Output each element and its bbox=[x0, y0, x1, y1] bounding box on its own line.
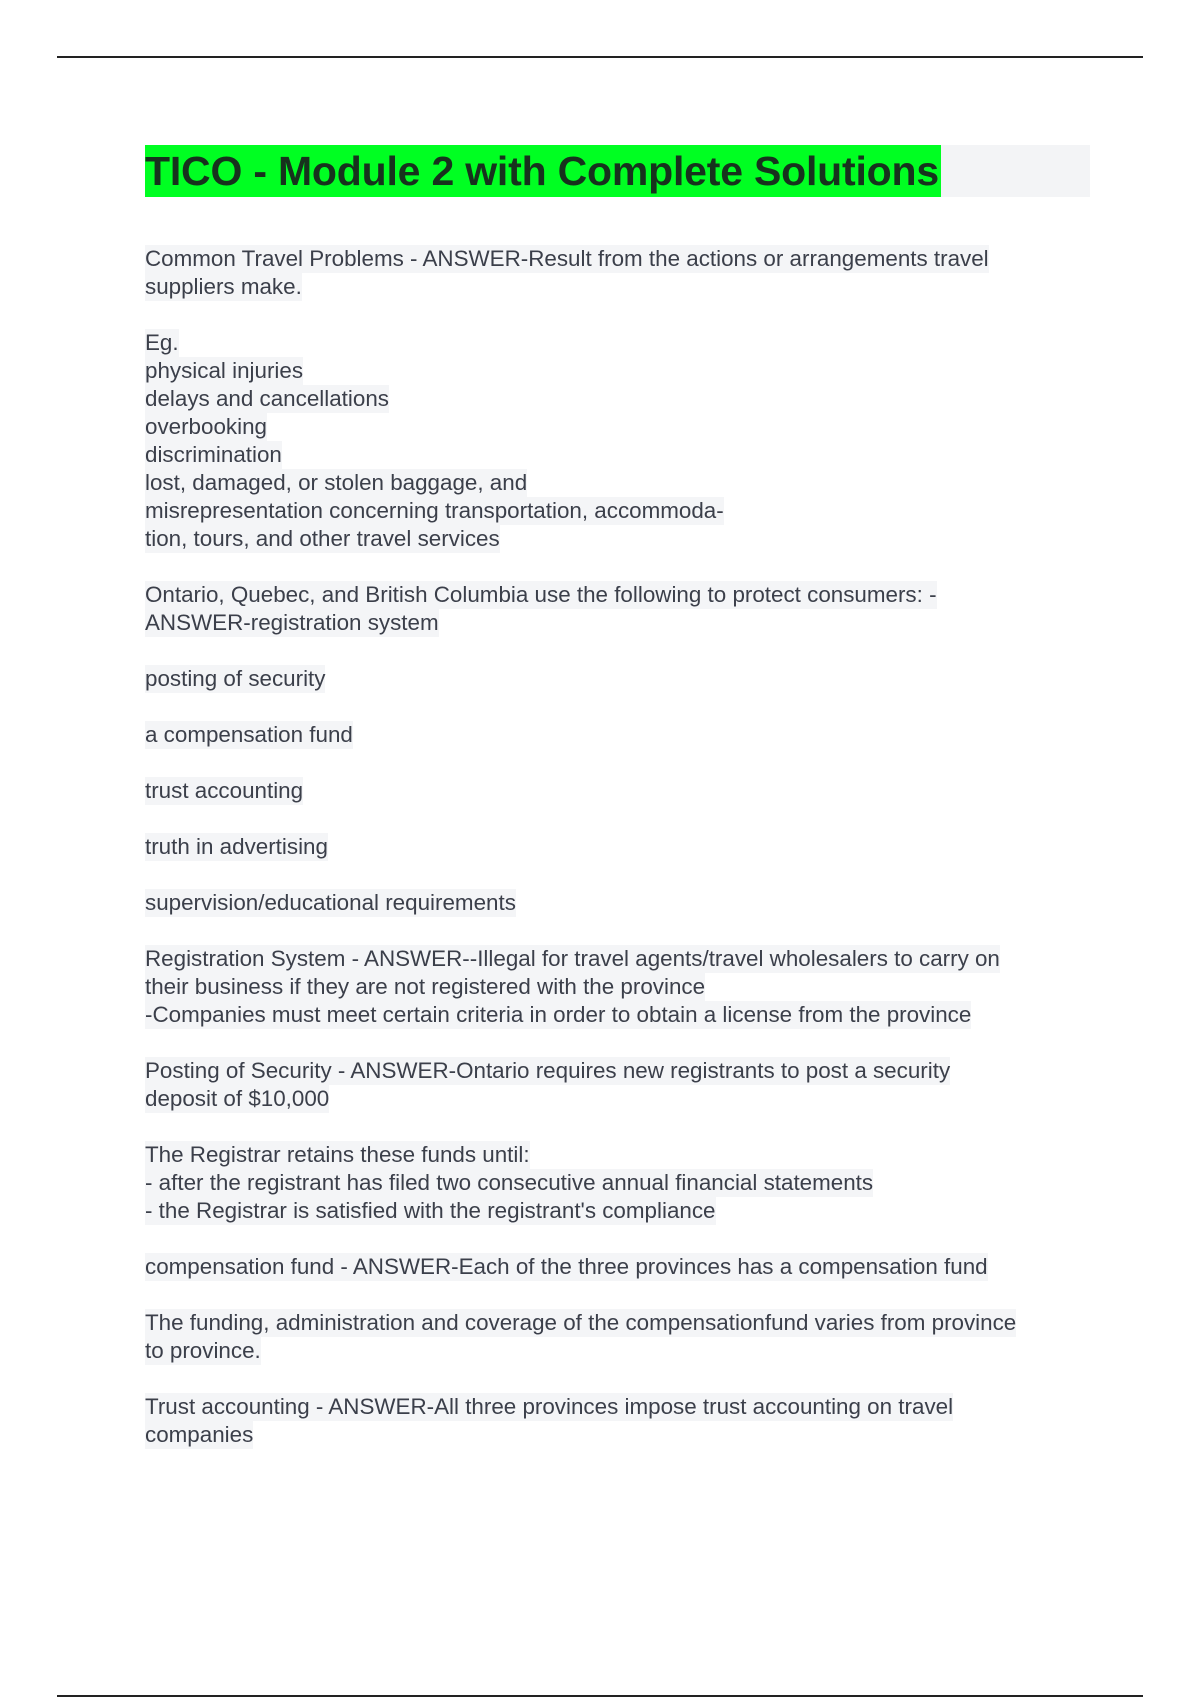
bottom-divider bbox=[57, 1695, 1143, 1697]
document-text bbox=[145, 245, 1090, 1449]
text-line: - after the registrant has filed two consecutive annual financial statements bbox=[145, 1170, 874, 1195]
paragraph bbox=[145, 833, 1090, 861]
text-line: deposit of $10,000 bbox=[145, 1086, 330, 1111]
text-line: overbooking bbox=[145, 414, 267, 439]
text-line: misrepresentation concerning transportation, accommoda- bbox=[145, 498, 724, 523]
paragraph bbox=[145, 945, 1090, 1029]
text-line: - the Registrar is satisfied with the registrant's compliance bbox=[145, 1198, 716, 1223]
document-title: TICO - Module 2 with Complete Solutions bbox=[145, 145, 941, 197]
text-line: Eg. bbox=[145, 330, 179, 355]
text-line: a compensation fund bbox=[145, 722, 353, 747]
text-line: The Registrar retains these funds until: bbox=[145, 1142, 530, 1167]
text-line: -Companies must meet certain criteria in order to obtain a license from the province bbox=[145, 1002, 972, 1027]
text-line: their business if they are not registered with the province bbox=[145, 974, 706, 999]
document-body bbox=[145, 145, 1090, 1477]
text-line: posting of security bbox=[145, 666, 326, 691]
paragraph bbox=[145, 1141, 1090, 1225]
text-line: Common Travel Problems - ANSWER-Result from the actions or arrangements travel bbox=[145, 246, 989, 271]
text-line: compensation fund - ANSWER-Each of the three provinces has a compensation fund bbox=[145, 1254, 988, 1279]
text-line: supervision/educational requirements bbox=[145, 890, 516, 915]
text-line: trust accounting bbox=[145, 778, 304, 803]
text-line: Trust accounting - ANSWER-All three provinces impose trust accounting on travel bbox=[145, 1394, 954, 1419]
text-line: Posting of Security - ANSWER-Ontario requires new registrants to post a security bbox=[145, 1058, 951, 1083]
paragraph bbox=[145, 1393, 1090, 1449]
text-line: tion, tours, and other travel services bbox=[145, 526, 500, 551]
text-line: discrimination bbox=[145, 442, 282, 467]
text-line: delays and cancellations bbox=[145, 386, 389, 411]
text-line: Registration System - ANSWER--Illegal for travel agents/travel wholesalers to carry on bbox=[145, 946, 1000, 971]
top-divider bbox=[57, 56, 1143, 58]
title-band bbox=[145, 145, 1090, 197]
text-line: suppliers make. bbox=[145, 274, 302, 299]
paragraph bbox=[145, 329, 1090, 553]
text-line: companies bbox=[145, 1422, 254, 1447]
text-line: to province. bbox=[145, 1338, 261, 1363]
text-line: lost, damaged, or stolen baggage, and bbox=[145, 470, 528, 495]
paragraph bbox=[145, 665, 1090, 693]
text-line: ANSWER-registration system bbox=[145, 610, 439, 635]
paragraph bbox=[145, 777, 1090, 805]
paragraph bbox=[145, 245, 1090, 301]
text-line: physical injuries bbox=[145, 358, 304, 383]
paragraph bbox=[145, 1057, 1090, 1113]
paragraph bbox=[145, 721, 1090, 749]
paragraph bbox=[145, 581, 1090, 637]
paragraph bbox=[145, 1253, 1090, 1281]
text-line: The funding, administration and coverage of the compensationfund varies from province bbox=[145, 1310, 1017, 1335]
text-line: Ontario, Quebec, and British Columbia use the following to protect consumers: - bbox=[145, 582, 937, 607]
text-line: truth in advertising bbox=[145, 834, 328, 859]
paragraph bbox=[145, 1309, 1090, 1365]
paragraph bbox=[145, 889, 1090, 917]
